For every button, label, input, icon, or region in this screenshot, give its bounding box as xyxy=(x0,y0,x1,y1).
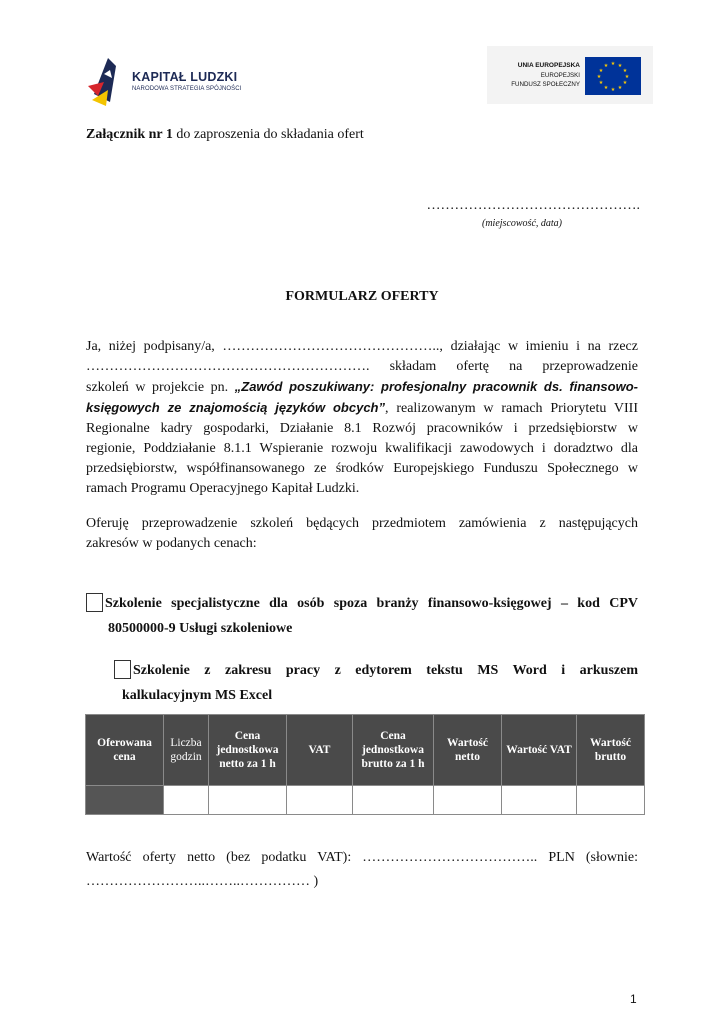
cell-wartosc-vat[interactable] xyxy=(502,786,577,815)
option-1-checkbox[interactable] xyxy=(86,593,103,612)
header-cena-netto: Cena jednostkowa netto za 1 h xyxy=(209,715,287,786)
offer-line-1: Oferuję przeprowadzenie szkoleń będących przedmiotem zamówienia z następujących xyxy=(86,516,638,531)
intro-line-3a: szkoleń w projekcie pn. xyxy=(86,380,235,395)
svg-text:★: ★ xyxy=(596,74,602,80)
intro-line-1: Ja, niżej podpisany/a, ……………………………………….., działając w imieniu i na rzecz xyxy=(86,339,638,354)
form-title: FORMULARZ OFERTY xyxy=(285,289,439,304)
project-name-part1: „Zawód poszukiwany: profesjonalny pracownik ds. finansowo- xyxy=(234,379,638,394)
svg-text:★: ★ xyxy=(603,63,609,69)
net-value-line-1: Wartość oferty netto (bez podatku VAT): ……………………………….. PLN (słownie: xyxy=(86,850,638,865)
intro-line-4 xyxy=(86,398,638,419)
annex-rest: do zaproszenia do składania ofert xyxy=(172,127,364,142)
cell-wartosc-brutto[interactable] xyxy=(577,786,645,815)
cell-cena-brutto[interactable] xyxy=(353,786,434,815)
intro-paragraph xyxy=(86,337,638,499)
option-2-text: Szkolenie z zakresu pracy z edytorem tekstu MS Word i arkuszem xyxy=(133,663,638,678)
header-cena-brutto: Cena jednostkowa brutto za 1 h xyxy=(353,715,434,786)
svg-text:★: ★ xyxy=(622,80,628,86)
option-1-line-2: 80500000-9 Usługi szkoleniowe xyxy=(108,621,293,636)
intro-line-8: ramach Programu Operacyjnego Kapitał Ludzki. xyxy=(86,481,360,496)
cell-wartosc-netto[interactable] xyxy=(434,786,502,815)
annex-line xyxy=(86,125,364,145)
eu-line3: FUNDUSZ SPOŁECZNY xyxy=(511,81,580,88)
svg-text:★: ★ xyxy=(624,74,630,80)
svg-text:★: ★ xyxy=(598,80,604,86)
project-name-part2: księgowych ze znajomością języków obcych” xyxy=(86,400,386,415)
svg-text:★: ★ xyxy=(622,68,628,74)
cell-cena-netto[interactable] xyxy=(209,786,287,815)
intro-line-6: regionie, Poddziałanie 8.1.1 Wspieranie rozwoju kwalifikacji zawodowych i doradztwo dla xyxy=(86,441,638,456)
header-oferowana-cena: Oferowana cena xyxy=(86,715,164,786)
svg-text:★: ★ xyxy=(603,85,609,91)
header-vat: VAT xyxy=(287,715,353,786)
option-1-line-1 xyxy=(86,592,638,616)
eu-line1: UNIA EUROPEJSKA xyxy=(517,62,580,69)
svg-text:★: ★ xyxy=(610,87,616,93)
svg-text:★: ★ xyxy=(610,61,616,67)
intro-line-5: Regionalne kadry gospodarki, Działanie 8.1 Rozwój pracowników i przedsiębiorstw w xyxy=(86,421,638,436)
header-wartosc-vat: Wartość VAT xyxy=(502,715,577,786)
svg-text:★: ★ xyxy=(617,63,623,69)
kl-subtitle: NARODOWA STRATEGIA SPÓJNOŚCI xyxy=(132,86,242,92)
table-header-row xyxy=(86,715,645,786)
net-value-line-2: ……………………..……..…………… ) xyxy=(86,874,319,889)
option-2-checkbox[interactable] xyxy=(114,660,131,679)
intro-line-3 xyxy=(86,377,638,398)
header-liczba-godzin: Liczba godzin xyxy=(164,715,209,786)
eu-flag-icon xyxy=(585,57,641,95)
svg-text:★: ★ xyxy=(598,68,604,74)
option-1 xyxy=(86,592,638,642)
intro-line-2: ……………………………………………………. składam ofertę na przeprowadzenie xyxy=(86,359,638,374)
place-date-caption: (miejscowość, data) xyxy=(482,218,562,229)
annex-label: Załącznik nr 1 xyxy=(86,127,173,142)
cell-vat[interactable] xyxy=(287,786,353,815)
header-wartosc-brutto: Wartość brutto xyxy=(577,715,645,786)
offer-table xyxy=(85,714,645,815)
intro-line-4b: , realizowanym w ramach Priorytetu VIII xyxy=(385,401,638,416)
kl-title: KAPITAŁ LUDZKI xyxy=(132,70,238,84)
cell-liczba-godzin[interactable] xyxy=(164,786,209,815)
cell-oferowana-cena xyxy=(86,786,164,815)
offer-line-2: zakresów w podanych cenach: xyxy=(86,536,257,551)
eu-line2: EUROPEJSKI xyxy=(540,72,580,79)
header-wartosc-netto: Wartość netto xyxy=(434,715,502,786)
svg-text:★: ★ xyxy=(617,85,623,91)
offer-paragraph xyxy=(86,514,638,554)
option-1-text: Szkolenie specjalistyczne dla osób spoza branży finansowo-księgowej – kod CPV xyxy=(105,596,638,611)
option-2-line-2: kalkulacyjnym MS Excel xyxy=(122,688,273,703)
place-date-dots: ………………………………………. xyxy=(426,198,640,213)
page-number: 1 xyxy=(630,992,637,1006)
intro-line-7: przedsiębiorstw, współfinansowanego ze środków Europejskiego Funduszu Społecznego w xyxy=(86,461,638,476)
option-2-line-1 xyxy=(114,659,638,683)
table-row xyxy=(86,786,645,815)
net-value-paragraph xyxy=(86,846,638,894)
option-2 xyxy=(114,659,638,709)
